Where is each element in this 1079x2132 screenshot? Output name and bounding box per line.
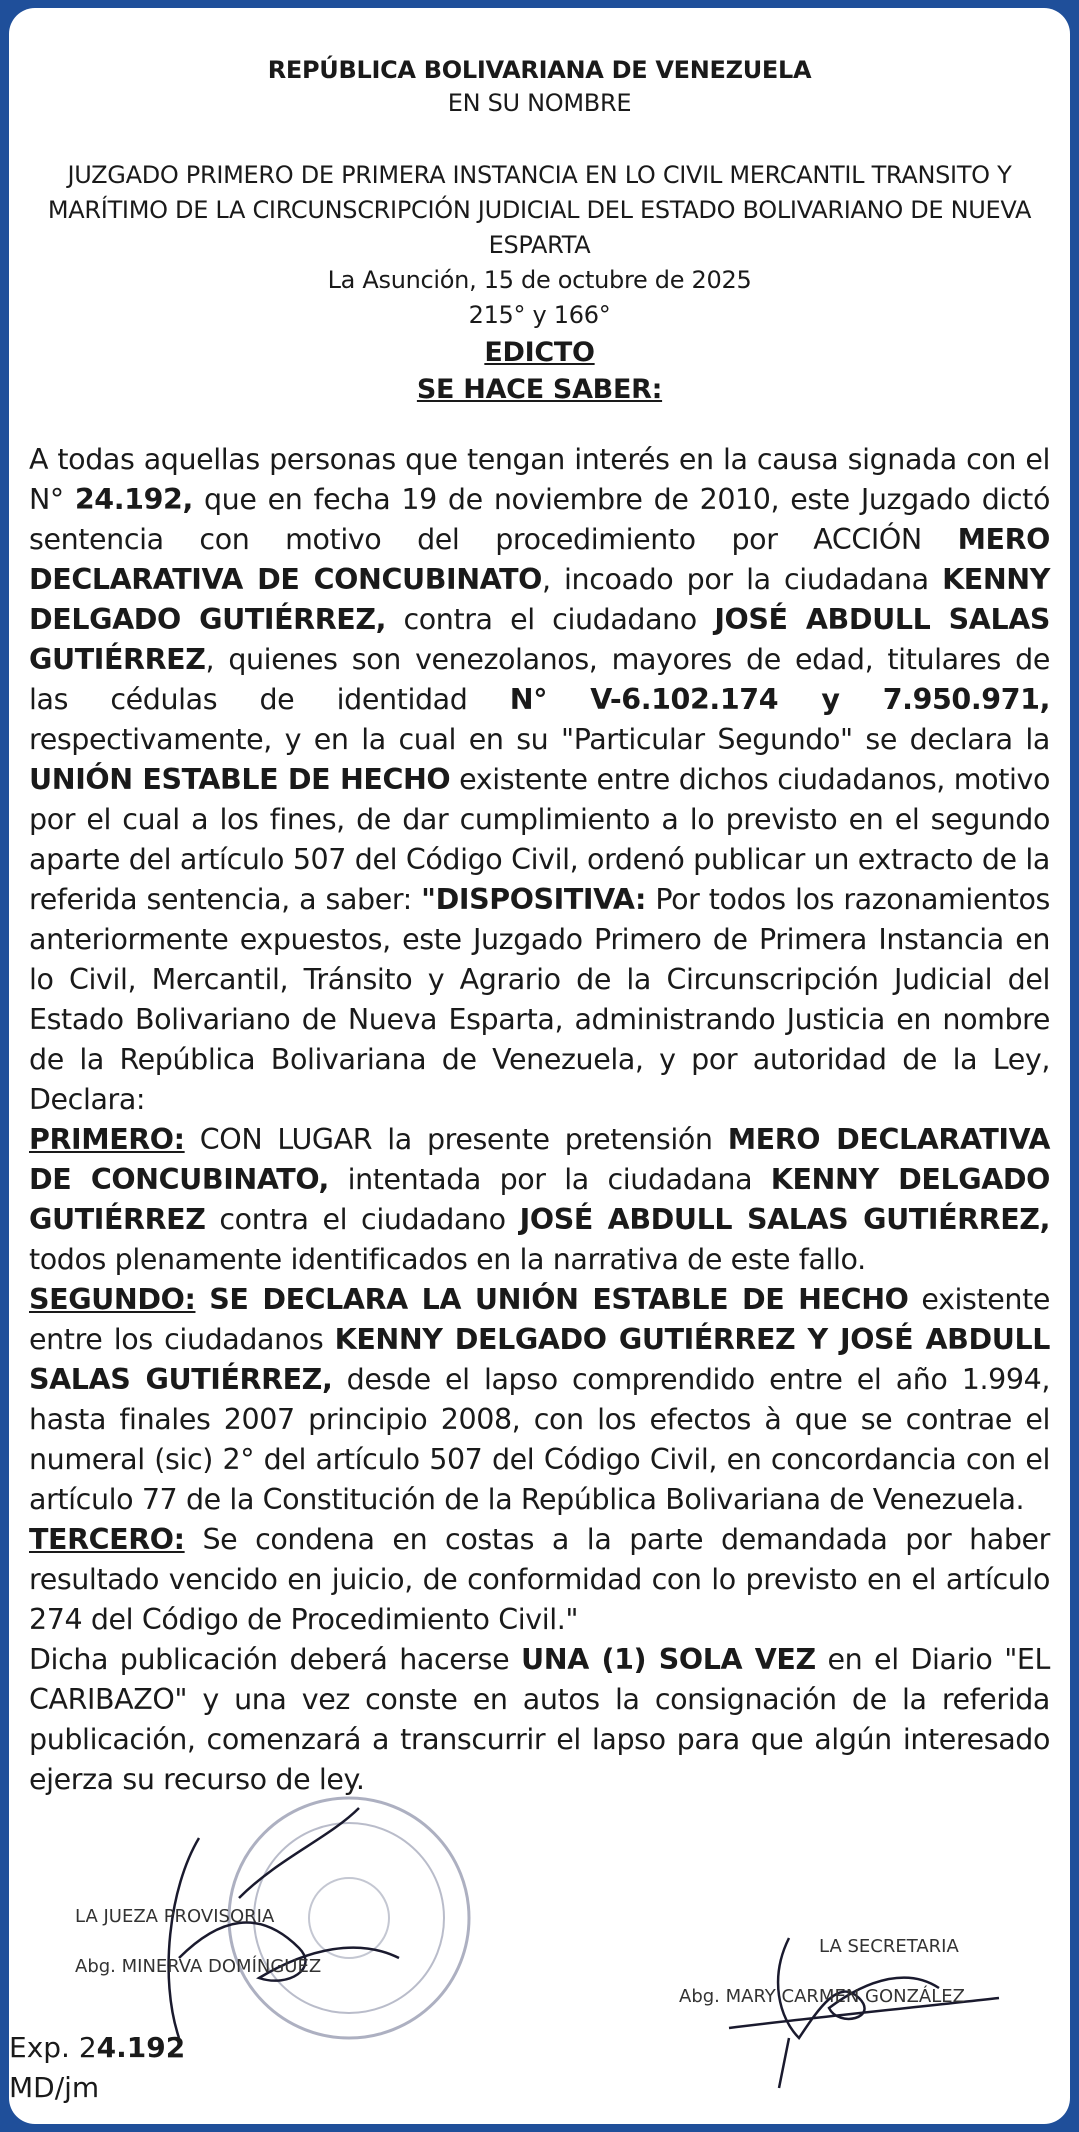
- file-reference: [9, 2028, 185, 2108]
- document-header: [29, 54, 1050, 120]
- notice-title: SE HACE SABER:: [416, 374, 663, 405]
- court-line: MARÍTIMO DE LA CIRCUNSCRIPCIÓN JUDICIAL DEL ESTADO BOLIVARIANO DE NUEVA: [47, 196, 1032, 224]
- paragraph-primero: PRIMERO: CON LUGAR la presente pretensión MERO DECLARATIVA DE CONCUBINATO, intentada por la ciudadana KENNY DELGADO GUTIÉRREZ contra el ciudadano JOSÉ ABDULL SALAS GUTIÉRREZ, todos plenamente identificados en la narrativa de este fallo.: [29, 1123, 1050, 1276]
- judge-title: LA JUEZA PROVISORIA: [75, 1906, 275, 1927]
- secretary-title: LA SECRETARIA: [819, 1936, 959, 1957]
- edict-heading: [29, 334, 1050, 408]
- place-date: La Asunción, 15 de octubre de 2025: [327, 266, 752, 294]
- secretary-signature-block: [679, 1922, 965, 2022]
- exp-number: Exp. 24.192: [9, 2031, 186, 2064]
- paragraph-publication: Dicha publicación deberá hacerse UNA (1) SOLA VEZ en el Diario "EL CARIBAZO" y una vez conste en autos la consignación de la referida publicación, comenzará a transcurrir el lapso para que algún interesado ejerza su recurso de ley.: [29, 1643, 1050, 1796]
- judge-signature-block: [75, 1892, 321, 1992]
- paragraph-intro: A todas aquellas personas que tengan interés en la causa signada con el N° 24.192, que en fecha 19 de noviembre de 2010, este Juzgado dictó sentencia con motivo del procedimiento por ACCIÓN MERO DECLARATIVA DE CONCUBINATO, incoado por la ciudadana KENNY DELGADO GUTIÉRREZ, contra el ciudadano JOSÉ ABDULL SALAS GUTIÉRREZ, quienes son venezolanos, mayores de edad, titulares de las cédulas de identidad N° V-6.102.174 y 7.950.971, respectivamente, y en la cual en su "Particular Segundo" se declara la UNIÓN ESTABLE DE HECHO existente entre dichos ciudadanos, motivo por el cual a los fines, de dar cumplimiento a lo previsto en el segundo aparte del artículo 507 del Código Civil, ordenó publicar un extracto de la referida sentencia, a saber: "DISPOSITIVA: Por todos los razonamientos anteriormente expuestos, este Juzgado Primero de Primera Instancia en lo Civil, Mercantil, Tránsito y Agrario de la Circunscripción Judicial del Estado Bolivariano de Nueva Esparta, administrando Justicia en nombre de la República Bolivariana de Venezuela, y por autoridad de la Ley, Declara:: [29, 443, 1051, 1116]
- initials: MD/jm: [9, 2071, 100, 2104]
- court-line: JUZGADO PRIMERO DE PRIMERA INSTANCIA EN LO CIVIL MERCANTIL TRANSITO Y: [67, 161, 1012, 189]
- paragraph-segundo: SEGUNDO: SE DECLARA LA UNIÓN ESTABLE DE HECHO existente entre los ciudadanos KENNY DELGADO GUTIÉRREZ Y JOSÉ ABDULL SALAS GUTIÉRREZ, desde el lapso comprendido entre el año 1.994, hasta finales 2007 principio 2008, con los efectos à que se contrae el numeral (sic) 2° del artículo 507 del Código Civil, en concordancia con el artículo 77 de la Constitución de la República Bolivariana de Venezuela.: [29, 1283, 1050, 1516]
- republic-title: REPÚBLICA BOLIVARIANA DE VENEZUELA: [267, 56, 812, 84]
- edict-title: EDICTO: [484, 337, 595, 368]
- edict-document: [9, 8, 1070, 2124]
- paragraph-tercero: TERCERO: Se condena en costas a la parte demandada por haber resultado vencido en juicio, de conformidad con lo previsto en el artículo 274 del Código de Procedimiento Civil.": [29, 1523, 1050, 1636]
- years-line: 215° y 166°: [468, 301, 611, 329]
- secretary-name: Abg. MARY CARMEN GONZÁLEZ: [679, 1986, 965, 2007]
- court-line: ESPARTA: [488, 231, 591, 259]
- in-name-subtitle: EN SU NOMBRE: [447, 89, 632, 117]
- judge-name: Abg. MINERVA DOMÍNGUEZ: [75, 1956, 322, 1977]
- edict-body: [29, 440, 1050, 1800]
- court-name: [29, 158, 1050, 333]
